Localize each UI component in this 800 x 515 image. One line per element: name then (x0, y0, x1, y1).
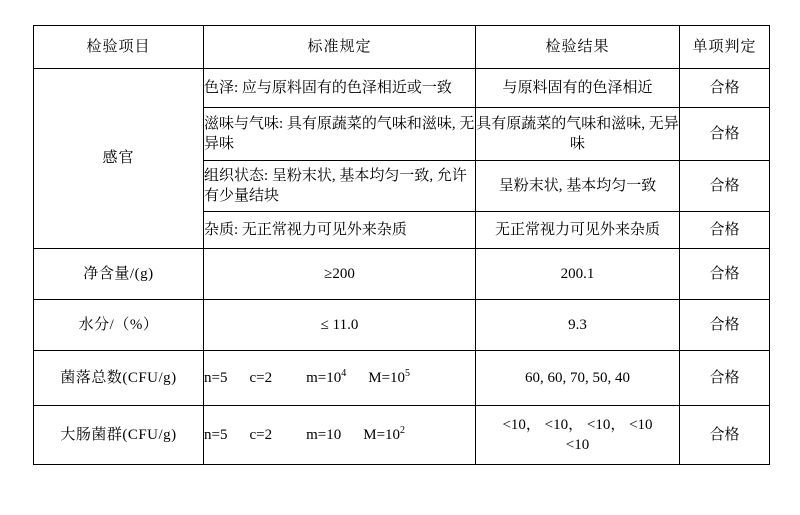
coliform-M-exponent: 2 (400, 425, 406, 437)
sensory-result-texture: 呈粉末状, 基本均匀一致 (476, 161, 680, 212)
standard-moisture: ≤ 11.0 (204, 300, 476, 351)
sensory-standard-impurity: 杂质: 无正常视力可见外来杂质 (204, 212, 476, 249)
judgement-coliform: 合格 (680, 406, 770, 465)
coliform-M: M=10 (363, 427, 401, 444)
plate-c: c=2 (249, 370, 273, 387)
table-row (34, 249, 770, 300)
item-moisture: 水分/（%） (34, 300, 204, 351)
item-coliform: 大肠菌群(CFU/g) (34, 406, 204, 465)
header-judgement: 单项判定 (680, 26, 770, 69)
standard-plate-count (204, 351, 476, 406)
sensory-result-color: 与原料固有的色泽相近 (476, 69, 680, 108)
sensory-judgement-taste: 合格 (680, 108, 770, 161)
plate-n: n=5 (204, 370, 228, 387)
table-row (34, 300, 770, 351)
coliform-n: n=5 (204, 427, 228, 444)
sensory-judgement-impurity: 合格 (680, 212, 770, 249)
result-moisture: 9.3 (476, 300, 680, 351)
table-row (34, 69, 770, 108)
coliform-c: c=2 (249, 427, 273, 444)
plate-m: m=10 (306, 370, 342, 387)
header-result: 检验结果 (476, 26, 680, 69)
result-net-content: 200.1 (476, 249, 680, 300)
sensory-result-impurity: 无正常视力可见外来杂质 (476, 212, 680, 249)
table-header-row (34, 26, 770, 69)
judgement-plate-count: 合格 (680, 351, 770, 406)
result-plate-count: 60, 60, 70, 50, 40 (476, 351, 680, 406)
result-coliform (476, 406, 680, 465)
result-coliform-line1: <10， <10， <10， <10 (502, 416, 653, 433)
plate-M: M=10 (368, 370, 406, 387)
sensory-judgement-texture: 合格 (680, 161, 770, 212)
judgement-moisture: 合格 (680, 300, 770, 351)
coliform-m: m=10 (306, 427, 342, 444)
table-row (34, 351, 770, 406)
standard-net-content: ≥200 (204, 249, 476, 300)
sensory-standard-taste: 滋味与气味: 具有原蔬菜的气味和滋味, 无异味 (204, 108, 476, 161)
header-standard: 标准规定 (204, 26, 476, 69)
judgement-net-content: 合格 (680, 249, 770, 300)
table-row (34, 406, 770, 465)
sensory-standard-color: 色泽: 应与原料固有的色泽相近或一致 (204, 69, 476, 108)
sensory-standard-texture: 组织状态: 呈粉末状, 基本均匀一致, 允许有少量结块 (204, 161, 476, 212)
plate-M-exponent: 5 (405, 368, 411, 380)
plate-m-exponent: 4 (341, 368, 347, 380)
sensory-result-taste: 具有原蔬菜的气味和滋味, 无异味 (476, 108, 680, 161)
result-coliform-line2: <10 (565, 437, 590, 453)
header-item: 检验项目 (34, 26, 204, 69)
item-plate-count: 菌落总数(CFU/g) (34, 351, 204, 406)
item-net-content: 净含量/(g) (34, 249, 204, 300)
sensory-judgement-color: 合格 (680, 69, 770, 108)
standard-coliform (204, 406, 476, 465)
inspection-report-table (33, 25, 770, 465)
sensory-label: 感官 (34, 69, 204, 249)
